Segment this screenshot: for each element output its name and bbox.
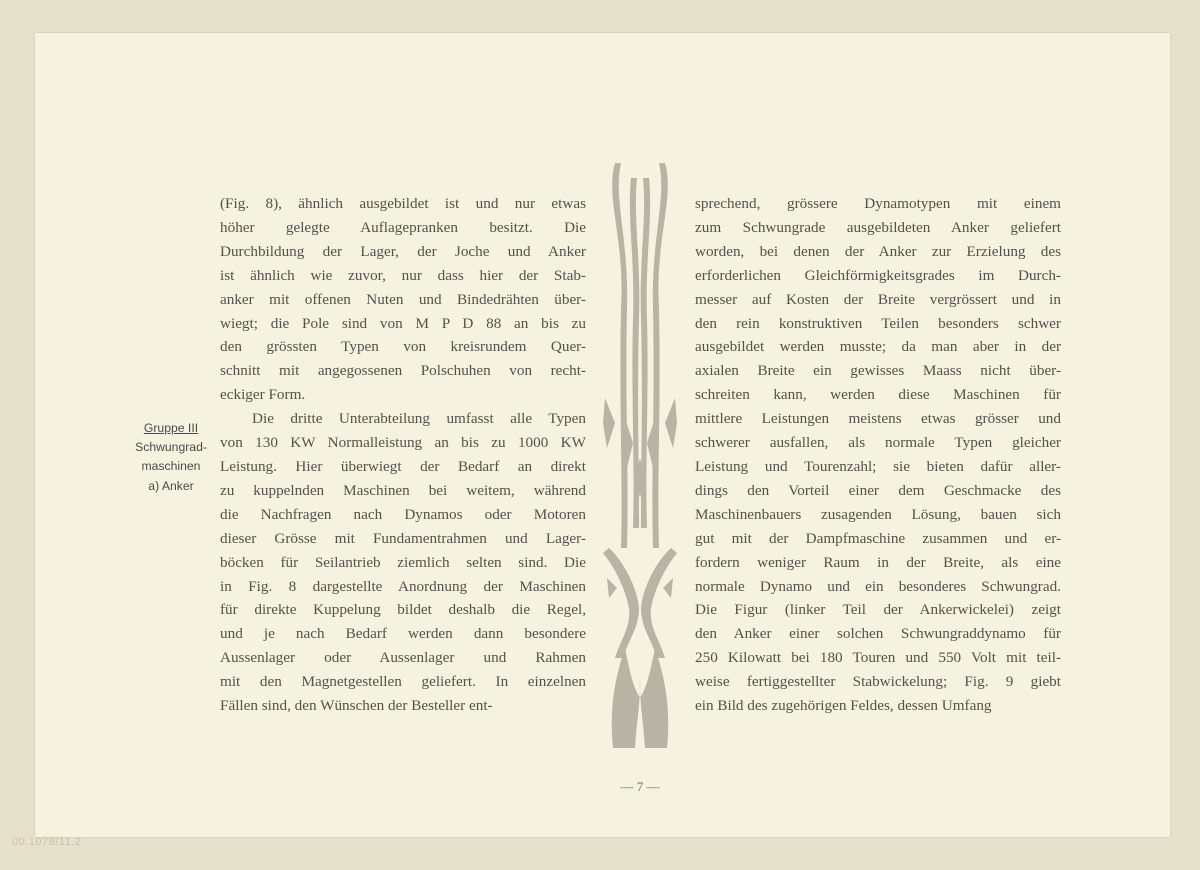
text-line: von 130 KW Normalleistung an bis zu 1000 KW [220,434,586,452]
text-line: normale Dynamo und ein besonderes Schwungrad. [695,577,1061,595]
art-nouveau-ornament [595,158,685,758]
text-line: ausgebildet werden musste; da man aber in der [695,338,1061,356]
text-line: erforderlichen Gleichförmigkeitsgrades im Durch- [695,266,1061,284]
text-line: dings den Vorteil einer dem Geschmacke des [695,481,1061,499]
text-line: wiegt; die Pole sind von M P D 88 an bis zu [220,314,586,332]
text-line: Maschinenbauers zusagenden Lösung, bauen sich [695,505,1061,523]
text-line: Fällen sind, den Wünschen der Besteller ent- [220,697,493,715]
left-text-column [220,192,586,718]
text-line: dieser Grösse mit Fundamentrahmen und Lager- [220,529,586,547]
text-line: für direkte Kuppelung bildet deshalb die Regel, [220,601,586,619]
margin-line-1: Schwungrad- [135,440,207,455]
margin-line-3: a) Anker [148,478,194,493]
archive-mark: 00.1079/11.2 [12,836,82,848]
text-line: böcken für Seilantrieb ziemlich selten sind. Die [220,553,586,571]
text-line: ist ähnlich wie zuvor, nur dass hier der Stab- [220,266,586,284]
text-line: mittlere Leistungen meistens etwas grösser und [695,410,1061,428]
text-line: Leistung. Hier überwiegt der Bedarf an direkt [220,457,586,475]
margin-group-label: Gruppe III [143,421,199,435]
text-line: messer auf Kosten der Breite vergrössert und in [695,290,1061,308]
text-line: Durchbildung der Lager, der Joche und Anker [220,242,586,260]
text-line: gut mit der Dampfmaschine zusammen und er- [695,529,1061,547]
text-line: weise fertiggestellter Stabwickelung; Fig. 9 giebt [695,673,1061,691]
text-line: Die dritte Unterabteilung umfasst alle Typen [252,410,586,428]
text-line: 250 Kilowatt bei 180 Touren und 550 Volt mit teil- [695,649,1061,667]
text-line: Leistung und Tourenzahl; sie bieten dafür aller- [695,457,1061,475]
text-line: sprechend, grössere Dynamotypen mit einem [695,195,1061,212]
text-line: den Anker einer solchen Schwungraddynamo für [695,625,1061,643]
text-line: Aussenlager oder Aussenlager und Rahmen [220,649,586,667]
text-line: anker mit offenen Nuten und Bindedrähten über- [220,290,586,308]
text-line: ein Bild des zugehörigen Feldes, dessen Umfang [695,697,992,715]
text-line: zum Schwungrade ausgebildeten Anker geliefert [695,218,1061,236]
text-line: höher gelegte Auflagepranken besitzt. Die [220,218,586,236]
margin-line-2: maschinen [141,459,201,474]
text-line: die Nachfragen nach Dynamos oder Motoren [220,505,586,523]
text-line: schreiten kann, werden diese Maschinen für [695,386,1061,404]
text-line: den rein konstruktiven Teilen besonders schwer [695,314,1061,332]
text-line: Die Figur (linker Teil der Ankerwickelei) zeigt [695,601,1061,619]
text-line: fordern weniger Raum in der Breite, als eine [695,553,1061,571]
text-line: (Fig. 8), ähnlich ausgebildet ist und nur etwas [220,195,586,212]
text-line: mit den Magnetgestellen geliefert. In einzelnen [220,673,586,691]
right-text-column [695,192,1061,718]
page-number: — 7 — [620,779,660,794]
book-page [35,33,1170,837]
text-line: schwerer ausfallen, als normale Typen gleicher [695,434,1061,452]
text-line: zu kuppelnden Maschinen bei weitem, während [220,481,586,499]
text-line: und je nach Bedarf werden dann besondere [220,625,586,643]
text-line: den grössten Typen von kreisrundem Quer- [220,338,586,356]
text-line: schnitt mit angegossenen Polschuhen von recht- [220,362,586,380]
text-line: in Fig. 8 dargestellte Anordnung der Maschinen [220,577,586,595]
text-line: axialen Breite ein gewisses Maass nicht über- [695,362,1061,380]
text-line: eckiger Form. [220,386,306,404]
margin-note [127,419,215,496]
text-line: worden, bei denen der Anker zur Erzielung des [695,242,1061,260]
